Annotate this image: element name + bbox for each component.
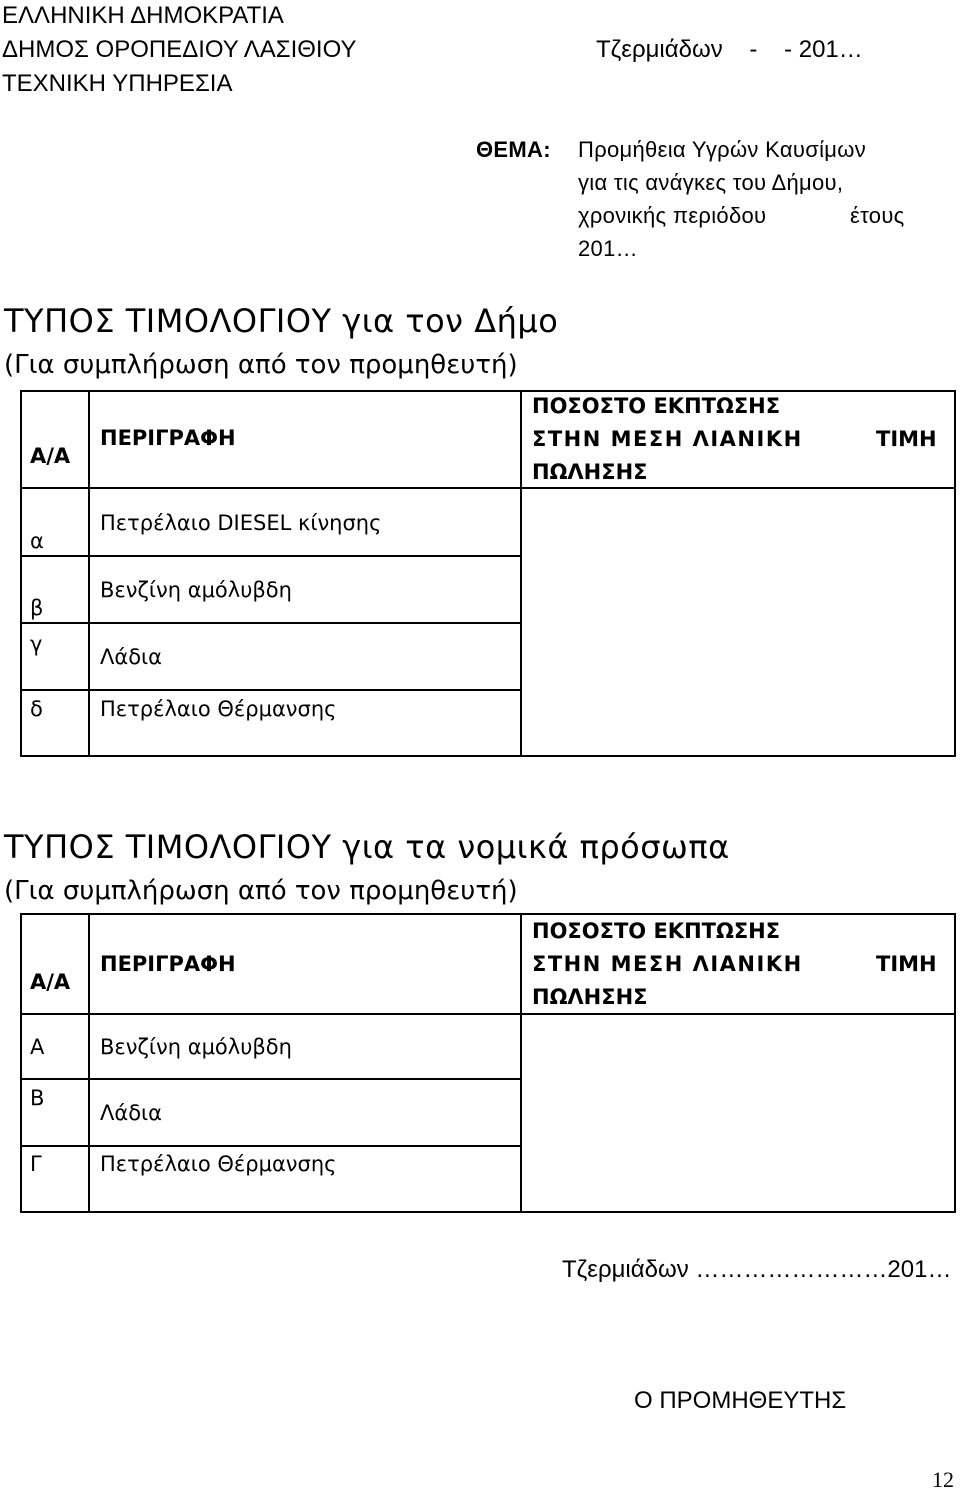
section2-subtitle: (Για συμπλήρωση από τον προμηθευτή) [4, 876, 518, 906]
table-border [954, 913, 956, 1213]
row-aa: α [30, 529, 44, 553]
table-border [20, 1211, 956, 1213]
page-number: 12 [932, 1467, 954, 1492]
col-header-aa: Α/Α [30, 970, 71, 994]
table-border [20, 390, 956, 392]
row-desc: Πετρέλαιο Θέρμανσης [100, 1152, 337, 1176]
table-border [20, 913, 22, 1213]
table-border [20, 622, 522, 624]
table-border [20, 1078, 522, 1080]
col-header-pct-line2b: ΤΙΜΗ [876, 952, 937, 976]
table-border [88, 913, 90, 1213]
row-aa: γ [30, 632, 43, 656]
row-desc: Λάδια [100, 645, 163, 669]
table-border [20, 1145, 522, 1147]
col-header-aa: Α/Α [30, 444, 71, 468]
table-border [20, 487, 956, 489]
signatory: Ο ΠΡΟΜΗΘΕΥΤΗΣ [634, 1387, 847, 1414]
row-aa: β [30, 596, 44, 620]
header-line1: ΕΛΛΗΝΙΚΗ ΔΗΜΟΚΡΑΤΙΑ [2, 2, 284, 29]
col-header-pct-line2a: ΣΤΗΝ ΜΕΣΗ ΛΙΑΝΙΚΗ [532, 952, 803, 976]
row-desc: Πετρέλαιο Θέρμανσης [100, 697, 337, 721]
row-aa: Γ [30, 1152, 42, 1176]
subject-line4: 201… [578, 236, 638, 261]
footer-place-date: Τζερμιάδων ……………………201… [562, 1256, 952, 1283]
row-desc: Λάδια [100, 1101, 163, 1125]
row-aa: Β [30, 1086, 45, 1110]
row-desc: Βενζίνη αμόλυβδη [100, 1035, 292, 1059]
row-aa: Α [30, 1035, 45, 1059]
row-aa: δ [30, 697, 43, 721]
subject-label: ΘΕΜΑ: [476, 137, 551, 162]
header-line2: ΔΗΜΟΣ ΟΡΟΠΕΔΙΟΥ ΛΑΣΙΘΙΟΥ [2, 36, 357, 63]
col-header-pct-line3: ΠΩΛΗΣΗΣ [532, 460, 648, 484]
table-border [20, 689, 522, 691]
table-border [20, 913, 956, 915]
table-border [20, 1013, 956, 1015]
header-line3: ΤΕΧΝΙΚΗ ΥΠΗΡΕΣΙΑ [2, 70, 233, 97]
col-header-pct-line3: ΠΩΛΗΣΗΣ [532, 985, 648, 1009]
subject-line3-right: έτους [850, 203, 905, 228]
col-header-pct-line2a: ΣΤΗΝ ΜΕΣΗ ΛΙΑΝΙΚΗ [532, 427, 803, 451]
col-header-pct-line1: ΠΟΣΟΣΤΟ ΕΚΠΤΩΣΗΣ [532, 919, 781, 943]
subject-line1: Προμήθεια Υγρών Καυσίμων [578, 137, 867, 162]
table-border [520, 390, 522, 757]
col-header-desc: ΠΕΡΙΓΡΑΦΗ [100, 952, 236, 976]
row-desc: Βενζίνη αμόλυβδη [100, 578, 292, 602]
table-border [20, 755, 956, 757]
section1-title: ΤΥΠΟΣ ΤΙΜΟΛΟΓΙΟΥ για τον Δήμο [4, 302, 559, 340]
section1-subtitle: (Για συμπλήρωση από τον προμηθευτή) [4, 350, 518, 380]
table-border [88, 390, 90, 757]
header-place-date: Τζερμιάδων - - 201… [596, 36, 863, 63]
col-header-pct-line1: ΠΟΣΟΣΤΟ ΕΚΠΤΩΣΗΣ [532, 394, 781, 418]
col-header-desc: ΠΕΡΙΓΡΑΦΗ [100, 426, 236, 450]
table-border [20, 555, 522, 557]
table-border [954, 390, 956, 757]
subject-line3-left: χρονικής περιόδου [578, 203, 767, 228]
row-desc: Πετρέλαιο DIESEL κίνησης [100, 511, 382, 535]
table-border [520, 913, 522, 1213]
section2-title: ΤΥΠΟΣ ΤΙΜΟΛΟΓΙΟΥ για τα νομικά πρόσωπα [4, 828, 730, 866]
subject-line2: για τις ανάγκες του Δήμου, [578, 170, 844, 195]
col-header-pct-line2b: ΤΙΜΗ [876, 427, 937, 451]
table-border [20, 390, 22, 757]
